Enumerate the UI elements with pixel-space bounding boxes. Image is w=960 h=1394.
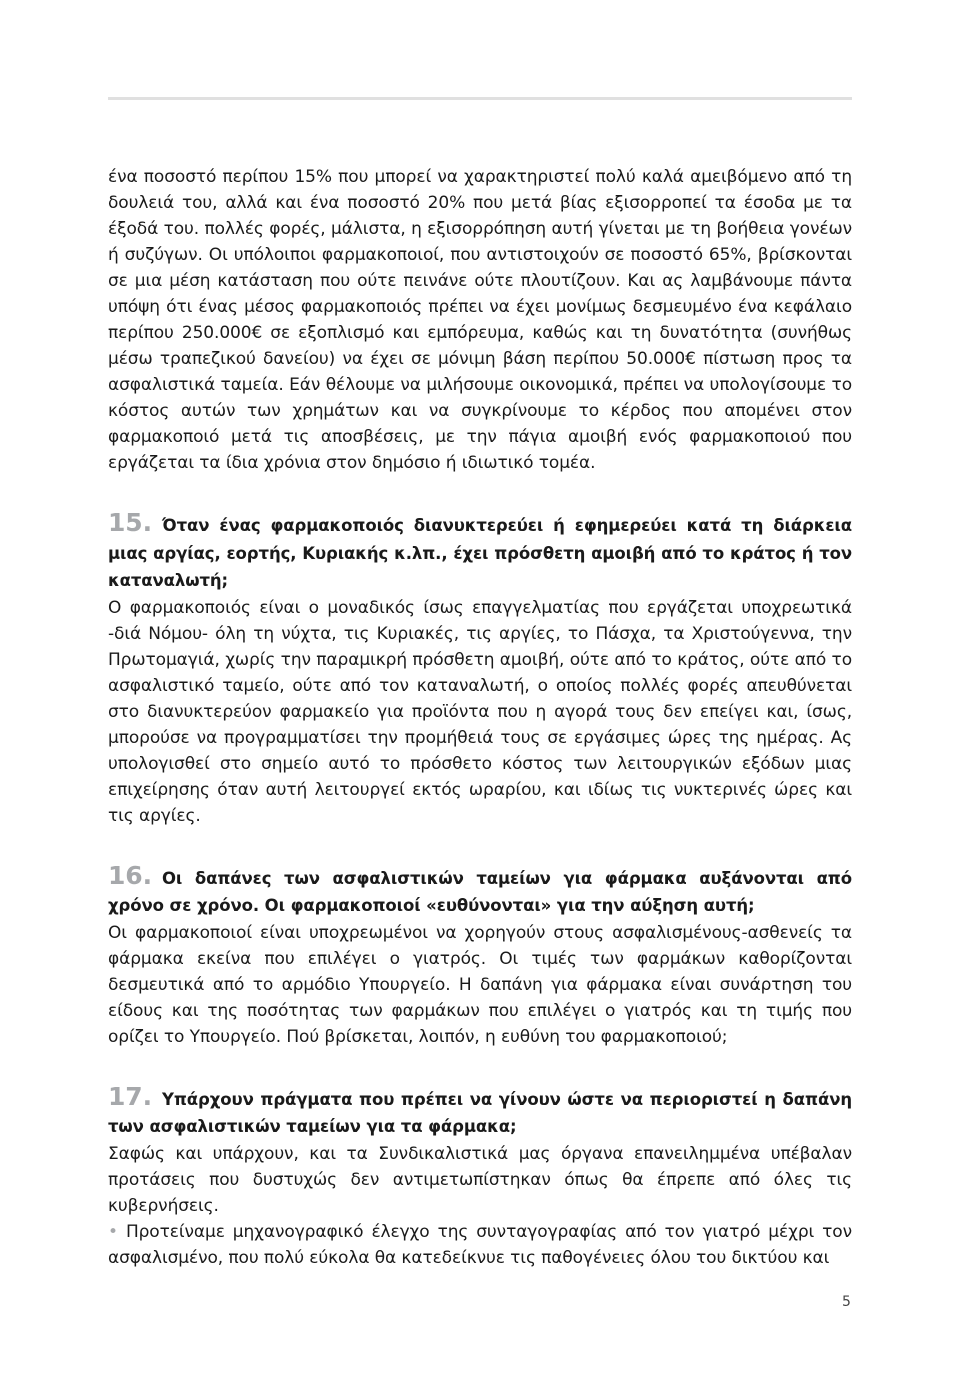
bullet-item [108,1219,852,1271]
question-text: Οι δαπάνες των ασφαλιστικών ταμείων για φάρμακα αυξάνονται από χρόνο σε χρόνο. Οι φαρμακοποιοί «ευθύνονται» για την αύξηση αυτή; [108,868,852,915]
question-number: 15. [108,508,152,537]
question-text: Υπάρχουν πράγματα που πρέπει να γίνουν ώστε να περιοριστεί η δαπάνη των ασφαλιστικών ταμείων για τα φάρμακα; [108,1089,852,1136]
question-17-block [108,1083,852,1271]
answer-15: Ο φαρμακοποιός είναι ο μοναδικός ίσως επαγγελματίας που εργάζεται υποχρεωτικά -διά Νόμου- όλη τη νύχτα, τις Κυριακές, τις αργίες, το Πάσχα, τα Χριστούγεννα, την Πρωτομαγιά, χωρίς την παραμικρή πρόσθετη αμοιβή, ούτε από το κράτος, ούτε από το ασφαλιστικό ταμείο, ούτε από τον καταναλωτή, ο οποίος πολλές φορές απευθύνεται στο διανυκτερεύον φαρμακείο για προϊόντα που η αγορά τους δεν επείγει και, ίσως, μπορούσε να προγραμματίσει την προμήθειά τους σε εργάσιμες ώρες της ημέρας. Ας υπολογισθεί στο σημείο αυτό το πρόσθετο κόστος των λειτουργικών εξόδων μιας επιχείρησης όταν αυτή λειτουργεί εκτός ωραρίου, και ιδίως τις νυκτερινές ώρες και τις αργίες. [108,597,852,826]
question-text: Όταν ένας φαρμακοποιός διανυκτερεύει ή εφημερεύει κατά τη διάρκεια μιας αργίας, εορτής, Κυριακής κ.λπ., έχει πρόσθετη αμοιβή από το κράτος ή τον καταναλωτή; [108,516,852,590]
answer-16: Οι φαρμακοποιοί είναι υποχρεωμένοι να χορηγούν στους ασφαλισμένους-ασθενείς τα φάρμακα εκείνα που επιλέγει ο γιατρός. Οι τιμές των φαρμάκων καθορίζονται δεσμευτικά από το αρμόδιο Υπουργείο. Η δαπάνη για φάρμακα είναι συνάρτηση του είδους και της ποσότητας των φαρμάκων που επιλέγει ο γιατρός και τη τιμής που ορίζει το Υπουργείο. Πού βρίσκεται, λοιπόν, η ευθύνη του φαρμακοποιού; [108,922,852,1047]
bullet-icon: • [108,1221,118,1242]
header-rule [108,97,852,100]
question-number: 16. [108,860,152,890]
answer-17: Σαφώς και υπάρχουν, και τα Συνδικαλιστικά μας όργανα επανειλημμένα υπέβαλαν προτάσεις που δυστυχώς δεν αντιμετωπίστηκαν όπως θα έπρεπε από όλες τις κυβερνήσεις. [108,1143,852,1216]
document-body [108,164,852,1271]
question-number: 17. [108,1081,152,1111]
bullet-text: Προτείναμε μηχανογραφικό έλεγχο της συνταγογραφίας από τον γιατρό μέχρι τον ασφαλισμένο, που πολύ εύκολα θα κατεδείκνυε τις παθογένειες όλου του δικτύου και [108,1221,852,1268]
intro-paragraph: ένα ποσοστό περίπου 15% που μπορεί να χαρακτηριστεί πολύ καλά αμειβόμενο από τη δουλειά του, αλλά και ένα ποσοστό 20% που μετά βίας εξισορροπεί τα έσοδα με τα έξοδά του. πολλές φορές, μάλιστα, η εξισορρόπηση αυτή γίνεται με τη βοήθεια γονέων ή συζύγων. Οι υπόλοιποι φαρμακοποιοί, που αντιστοιχούν σε ποσοστό 65%, βρίσκονται σε μια μέση κατάσταση που ούτε πεινάνε ούτε πλουτίζουν. Και ας λαμβάνουμε πάντα υπόψη ότι ένας μέσος φαρμακοποιός πρέπει να έχει μονίμως δεσμευμένο ένα κεφάλαιο περίπου 250.000€ σε εξοπλισμό και εμπόρευμα, καθώς και τη δυνατότητα (συνήθως μέσω τραπεζικού δανείου) να έχει σε μόνιμη βάση περίπου 50.000€ πίστωση προς τα ασφαλιστικά ταμεία. Εάν θέλουμε να μιλήσουμε οικονομικά, πρέπει να υπολογίσουμε το κόστος αυτών των χρημάτων και να συγκρίνουμε το κέρδος που απομένει στον φαρμακοποιό μετά τις αποσβέσεις, με την πάγια αμοιβή ενός φαρμακοποιού που εργάζεται τα ίδια χρόνια στον δημόσιο ή ιδιωτικό τομέα. [108,167,852,473]
question-17 [108,1083,852,1141]
question-16-block [108,862,852,1050]
question-15 [108,509,852,595]
question-15-block [108,509,852,829]
page-number: 5 [842,1294,851,1310]
question-16 [108,862,852,920]
